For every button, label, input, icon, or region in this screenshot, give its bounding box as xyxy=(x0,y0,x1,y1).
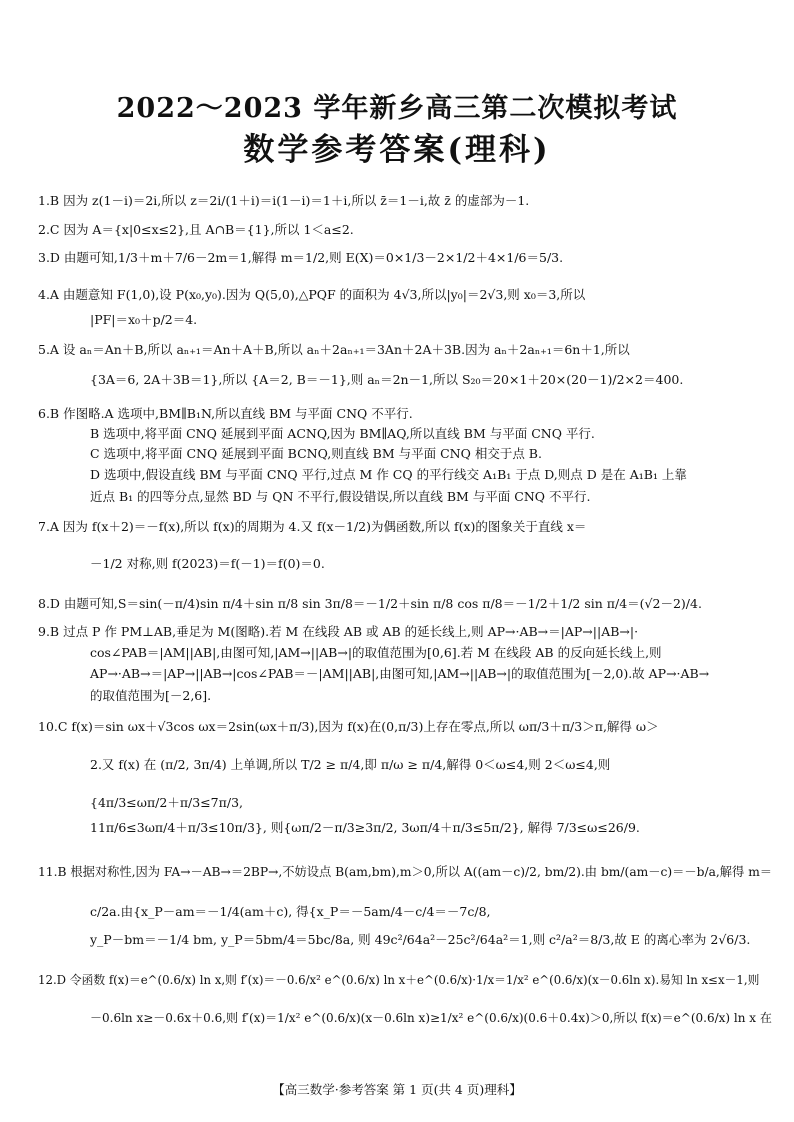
answer-5-line-1: 5.A 设 aₙ＝An＋B,所以 aₙ₊₁＝An＋A＋B,所以 aₙ＋2aₙ₊₁＝3An＋2A＋3B.因为 aₙ＋2aₙ₊₁＝6n＋1,所以 xyxy=(38,342,630,357)
answer-12-line-1: 12.D 令函数 f(x)＝e^(0.6/x) ln x,则 f′(x)＝－0.6/x² e^(0.6/x) ln x＋e^(0.6/x)·1/x＝1/x² e^(0.6/x)(x－0.6ln x).易知 ln x≤x－1,则 xyxy=(38,973,760,987)
answer-9-line-1: 9.B 过点 P 作 PM⊥AB,垂足为 M(图略).若 M 在线段 AB 或 AB 的延长线上,则 AP→·AB→＝|AP→||AB→|· xyxy=(38,624,639,639)
answer-7-line-1: 7.A 因为 f(x＋2)＝－f(x),所以 f(x)的周期为 4.又 f(x－1/2)为偶函数,所以 f(x)的图象关于直线 x＝ xyxy=(38,519,587,534)
answer-10-line-3: {4π/3≤ωπ/2＋π/3≤7π/3, xyxy=(90,795,243,810)
answer-7-line-2: －1/2 对称,则 f(2023)＝f(－1)＝f(0)＝0. xyxy=(90,556,325,571)
page-footer: 【高三数学·参考答案 第 1 页(共 4 页)理科】 xyxy=(272,1082,522,1097)
answer-9-line-2: cos∠PAB＝|AM||AB|,由图可知,|AM→||AB→|的取值范围为[0,6].若 M 在线段 AB 的反向延长线上,则 xyxy=(90,645,662,660)
answer-2: 2.C 因为 A＝{x|0≤x≤2},且 A∩B＝{1},所以 1＜a≤2. xyxy=(38,222,354,237)
answer-8: 8.D 由题可知,S＝sin(－π/4)sin π/4＋sin π/8 sin 3π/8＝－1/2＋sin π/8 cos π/8＝－1/2＋1/2 sin π/4＝(√2－2)/4. xyxy=(38,596,702,611)
page-title: 2022～2023 学年新乡高三第二次模拟考试 xyxy=(116,93,678,124)
answer-6-line-3: C 选项中,将平面 CNQ 延展到平面 BCNQ,则直线 BM 与平面 CNQ 相交于点 B. xyxy=(90,446,542,461)
answer-6-line-4: D 选项中,假设直线 BM 与平面 CNQ 平行,过点 M 作 CQ 的平行线交 A₁B₁ 于点 D,则点 D 是在 A₁B₁ 上靠 xyxy=(90,467,687,482)
answer-3: 3.D 由题可知,1/3＋m＋7/6－2m＝1,解得 m＝1/2,则 E(X)＝0×1/3－2×1/2＋4×1/6＝5/3. xyxy=(38,250,564,265)
answer-10-line-4: 11π/6≤3ωπ/4＋π/3≤10π/3}, 则{ωπ/2－π/3≥3π/2, 3ωπ/4＋π/3≤5π/2}, 解得 7/3≤ω≤26/9. xyxy=(90,820,640,835)
answer-10-line-1: 10.C f(x)＝sin ωx＋√3cos ωx＝2sin(ωx＋π/3),因为 f(x)在(0,π/3)上存在零点,所以 ωπ/3＋π/3＞π,解得 ω＞ xyxy=(38,719,659,734)
answer-5-line-2: {3A＝6, 2A＋3B＝1},所以 {A＝2, B＝－1},则 aₙ＝2n－1,所以 S₂₀＝20×1＋20×(20－1)/2×2＝400. xyxy=(90,372,684,387)
answer-4-line-1: 4.A 由题意知 F(1,0),设 P(x₀,y₀).因为 Q(5,0),△PQF 的面积为 4√3,所以|y₀|＝2√3,则 x₀＝3,所以 xyxy=(38,287,586,302)
answer-4-line-2: |PF|＝x₀＋p/2＝4. xyxy=(90,312,198,327)
answer-10-line-2: 2.又 f(x) 在 (π/2, 3π/4) 上单调,所以 T/2 ≥ π/4,即 π/ω ≥ π/4,解得 0＜ω≤4,则 2＜ω≤4,则 xyxy=(90,757,611,772)
answer-11-line-1: 11.B 根据对称性,因为 FA→－AB→＝2BP→,不妨设点 B(am,bm),m＞0,所以 A((am－c)/2, bm/2).由 bm/(am－c)＝－b/a,解得 m＝ xyxy=(38,865,773,879)
answer-6-line-1: 6.B 作图略.A 选项中,BM∥B₁N,所以直线 BM 与平面 CNQ 不平行. xyxy=(38,406,413,421)
answer-9-line-3: AP→·AB→＝|AP→||AB→|cos∠PAB＝－|AM||AB|,由图可知,|AM→||AB→|的取值范围为[－2,0).故 AP→·AB→ xyxy=(90,666,710,681)
answer-11-line-3: y_P－bm＝－1/4 bm, y_P＝5bm/4＝5bc/8a, 则 49c²/64a²－25c²/64a²＝1,则 c²/a²＝8/3,故 E 的离心率为 2√6/3. xyxy=(90,932,751,947)
answer-1: 1.B 因为 z(1－i)＝2i,所以 z＝2i/(1＋i)＝i(1－i)＝1＋i,所以 z̄＝1－i,故 z̄ 的虚部为－1. xyxy=(38,193,530,208)
page-subtitle: 数学参考答案(理科) xyxy=(243,132,551,168)
answer-9-line-4: 的取值范围为[－2,6]. xyxy=(90,688,212,703)
answer-6-line-5: 近点 B₁ 的四等分点,显然 BD 与 QN 不平行,假设错误,所以直线 BM 与平面 CNQ 不平行. xyxy=(90,489,591,504)
answer-11-line-2: c/2a.由{x_P－am＝－1/4(am＋c), 得{x_P＝－5am/4－c/4＝－7c/8, xyxy=(90,904,491,919)
answer-12-line-2: －0.6ln x≥－0.6x＋0.6,则 f′(x)＝1/x² e^(0.6/x)(x－0.6ln x)≥1/x² e^(0.6/x)(0.6＋0.4x)＞0,所以 f(x)＝e^(0.6/x) ln x 在 xyxy=(90,1011,772,1025)
answer-6-line-2: B 选项中,将平面 CNQ 延展到平面 ACNQ,因为 BM∥AQ,所以直线 BM 与平面 CNQ 平行. xyxy=(90,426,595,441)
